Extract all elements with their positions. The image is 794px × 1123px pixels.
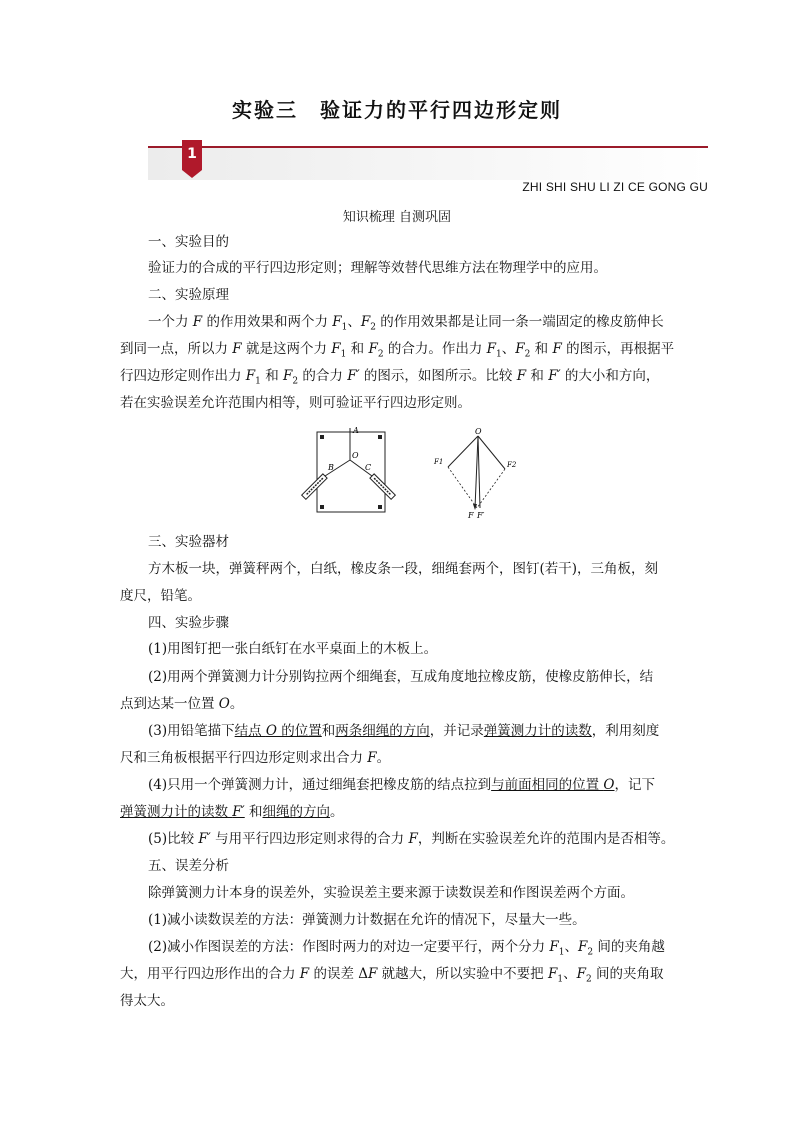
principle-line-3: 行四边形定则作出力 $F_1$ 和 $F_2$ 的合力 F′ 的图示，如图所示。比较 F 和 F′ 的大小和方向， — [120, 368, 660, 387]
pin-icon — [378, 505, 382, 509]
vector-f1 — [448, 436, 478, 467]
experiment-figure — [295, 424, 525, 524]
error-line-1: 除弹簧测力计本身的误差外，实验误差主要来源于读数误差和作图误差两个方面。 — [148, 885, 634, 901]
page-title: 实验三 验证力的平行四边形定则 — [232, 98, 562, 122]
dashed-side-1 — [448, 467, 477, 508]
section-number-badge: 1 — [182, 140, 202, 170]
dashed-side-2 — [477, 469, 505, 508]
label-c: C — [365, 463, 372, 472]
step-5: (5)比较 F′ 与用平行四边形定则求得的合力 F，判断在实验误差允许的范围内是否相等。 — [148, 831, 675, 847]
steps-heading: 四、实验步骤 — [148, 615, 229, 631]
equipment-line-1: 方木板一块，弹簧秤两个，白纸，橡皮条一段，细绳套两个，图钉(若干)，三角板，刻 — [148, 561, 659, 577]
principle-line-2: 到同一点，所以力 F 就是这两个力 $F_1$ 和 $F_2$ 的合力。作出力 $F_1$、$F_2$ 和 F 的图示，再根据平 — [120, 341, 675, 360]
wooden-board — [317, 432, 385, 512]
step-2-line-2: 点到达某一位置 O。 — [120, 696, 244, 712]
principle-line-1: 一个力 F 的作用效果和两个力 $F_1$、$F_2$ 的作用效果都是让同一条一端固定的橡皮筋伸长 — [148, 314, 664, 333]
section-banner — [148, 140, 708, 184]
step-1: (1)用图钉把一张白纸钉在水平桌面上的木板上。 — [148, 641, 438, 657]
principle-line-4: 若在实验误差允许范围内相等，则可验证平行四边形定则。 — [120, 395, 471, 411]
label-a: A — [353, 426, 359, 435]
label-o-right: O — [475, 427, 482, 436]
equipment-line-2: 度尺，铅笔。 — [120, 588, 201, 604]
step-3-line-2: 尺和三角板根据平行四边形定则求出合力 F。 — [120, 750, 391, 766]
label-f: F — [468, 511, 474, 520]
error-line-3: (2)减小作图误差的方法：作图时两力的对边一定要平行，两个分力 $F_1$、$F_2$ 间的夹角越 — [148, 939, 665, 958]
section-subtitle: 知识梳理 自测巩固 — [342, 210, 452, 225]
badge-tip — [182, 170, 202, 178]
label-f-prime: F′ — [477, 511, 485, 520]
label-o-left: O — [352, 451, 359, 460]
label-b: B — [328, 463, 334, 472]
step-4-line-2: 弹簧测力计的读数 F′ 和细绳的方向。 — [120, 804, 344, 820]
banner-rule — [148, 146, 708, 148]
purpose-heading: 一、实验目的 — [148, 234, 229, 250]
step-3-line-1: (3)用铅笔描下结点 O 的位置和两条细绳的方向，并记录弹簧测力计的读数，利用刻度 — [148, 723, 660, 739]
step-4-line-1: (4)只用一个弹簧测力计，通过细绳套把橡皮筋的结点拉到与前面相同的位置 O，记下 — [148, 777, 655, 793]
equipment-heading: 三、实验器材 — [148, 534, 229, 550]
section-pinyin: ZHI SHI SHU LI ZI CE GONG GU — [522, 180, 708, 194]
pin-icon — [320, 435, 324, 439]
principle-heading: 二、实验原理 — [148, 287, 229, 303]
spring-scale-left — [302, 474, 327, 499]
vector-f-prime — [478, 436, 480, 508]
error-line-2: (1)减小读数误差的方法：弹簧测力计数据在允许的情况下，尽量大一些。 — [148, 912, 586, 928]
vector-f2 — [478, 436, 505, 469]
error-heading: 五、误差分析 — [148, 858, 229, 874]
error-line-5: 得太大。 — [120, 993, 174, 1009]
step-2-line-1: (2)用两个弹簧测力计分别钩拉两个细绳套，互成角度地拉橡皮筋，使橡皮筋伸长，结 — [148, 669, 654, 685]
purpose-text: 验证力的合成的平行四边形定则；理解等效替代思维方法在物理学中的应用。 — [148, 260, 607, 276]
pin-icon — [320, 505, 324, 509]
banner-background — [148, 146, 708, 180]
label-f2: F2 — [507, 461, 517, 469]
label-f1: F1 — [434, 458, 444, 466]
vector-f — [475, 436, 478, 508]
spring-scale-right — [370, 474, 395, 499]
pin-icon — [378, 435, 382, 439]
error-line-4: 大，用平行四边形作出的合力 F 的误差 ΔF 就越大，所以实验中不要把 $F_1$、$F_2$ 间的夹角取 — [120, 966, 664, 985]
